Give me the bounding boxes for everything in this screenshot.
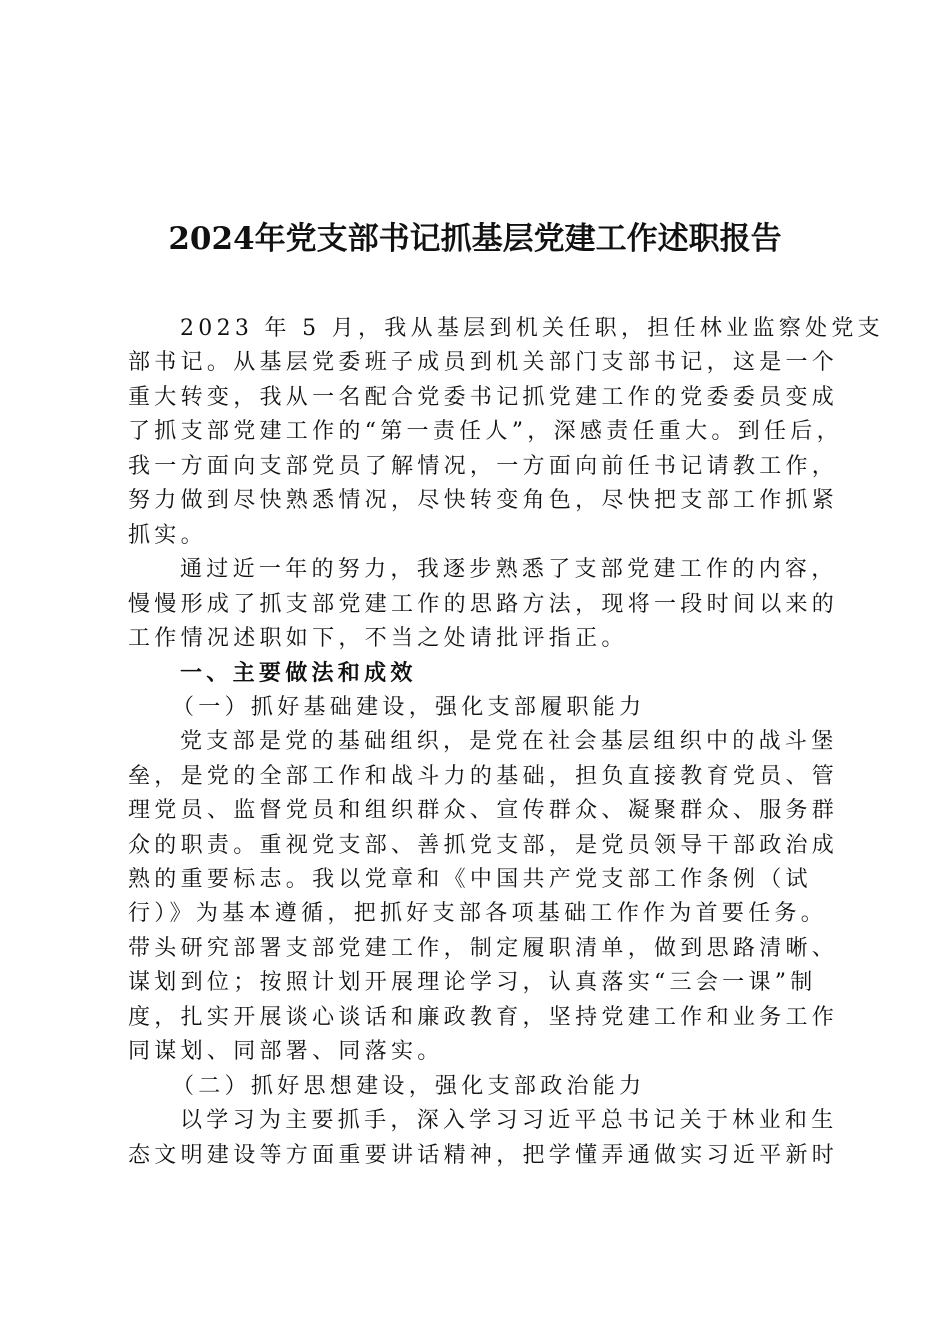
paragraph-line: 慢慢形成了抓支部党建工作的思路方法，现将一段时间以来的 <box>128 591 839 617</box>
paragraph-line: 度，扎实开展谈心谈话和廉政教育，坚持党建工作和业务工作 <box>128 1004 839 1030</box>
paragraph-line: 我一方面向支部党员了解情况，一方面向前任书记请教工作， <box>128 453 839 479</box>
document-body <box>128 312 884 1173</box>
paragraph-line: 工作情况述职如下，不当之处请批评指正。 <box>128 625 628 651</box>
paragraph-line: 垒，是党的全部工作和战斗力的基础，担负直接教育党员、管 <box>128 763 839 789</box>
paragraph-line: 以学习为主要抓手，深入学习习近平总书记关于林业和生 <box>180 1108 838 1134</box>
paragraph-line: 带头研究部署支部党建工作，制定履职清单，做到思路清晰、 <box>128 935 839 961</box>
paragraph-line: 努力做到尽快熟悉情况，尽快转变角色，尽快把支部工作抓紧 <box>128 488 839 514</box>
paragraph-line: 理党员、监督党员和组织群众、宣传群众、凝聚群众、服务群 <box>128 798 839 824</box>
document-title: 2024年党支部书记抓基层党建工作述职报告 <box>168 221 782 257</box>
paragraph-line: 众的职责。重视党支部、善抓党支部，是党员领导干部政治成 <box>128 832 839 858</box>
section-heading: 一、主要做法和成效 <box>180 660 417 687</box>
paragraph-line: 2023 年 5 月，我从基层到机关任职，担任林业监察处党支 <box>180 316 884 341</box>
paragraph-line: 行）》为基本遵循，把抓好支部各项基础工作作为首要任务。 <box>128 901 828 927</box>
paragraph-line: 熟的重要标志。我以党章和《中国共产党支部工作条例（试 <box>128 867 812 892</box>
paragraph-line: 了抓支部党建工作的“第一责任人”，深感责任重大。到任后， <box>128 419 843 445</box>
paragraph-line: 谋划到位；按照计划开展理论学习，认真落实“三会一课”制 <box>128 970 817 996</box>
paragraph-line: 抓实。 <box>128 522 207 548</box>
paragraph-line: 态文明建设等方面重要讲话精神，把学懂弄通做实习近平新时 <box>128 1142 839 1168</box>
paragraph-line: 部书记。从基层党委班子成员到机关部门支部书记，这是一个 <box>128 350 839 376</box>
paragraph-line: 党支部是党的基础组织，是党在社会基层组织中的战斗堡 <box>180 729 838 755</box>
subsection-heading: （二）抓好思想建设，强化支部政治能力 <box>172 1073 646 1099</box>
paragraph-line: 同谋划、同部署、同落实。 <box>128 1039 444 1065</box>
subsection-heading: （一）抓好基础建设，强化支部履职能力 <box>172 694 646 720</box>
paragraph-line: 重大转变，我从一名配合党委书记抓党建工作的党委委员变成 <box>128 384 839 410</box>
paragraph-line: 通过近一年的努力，我逐步熟悉了支部党建工作的内容， <box>180 557 838 583</box>
